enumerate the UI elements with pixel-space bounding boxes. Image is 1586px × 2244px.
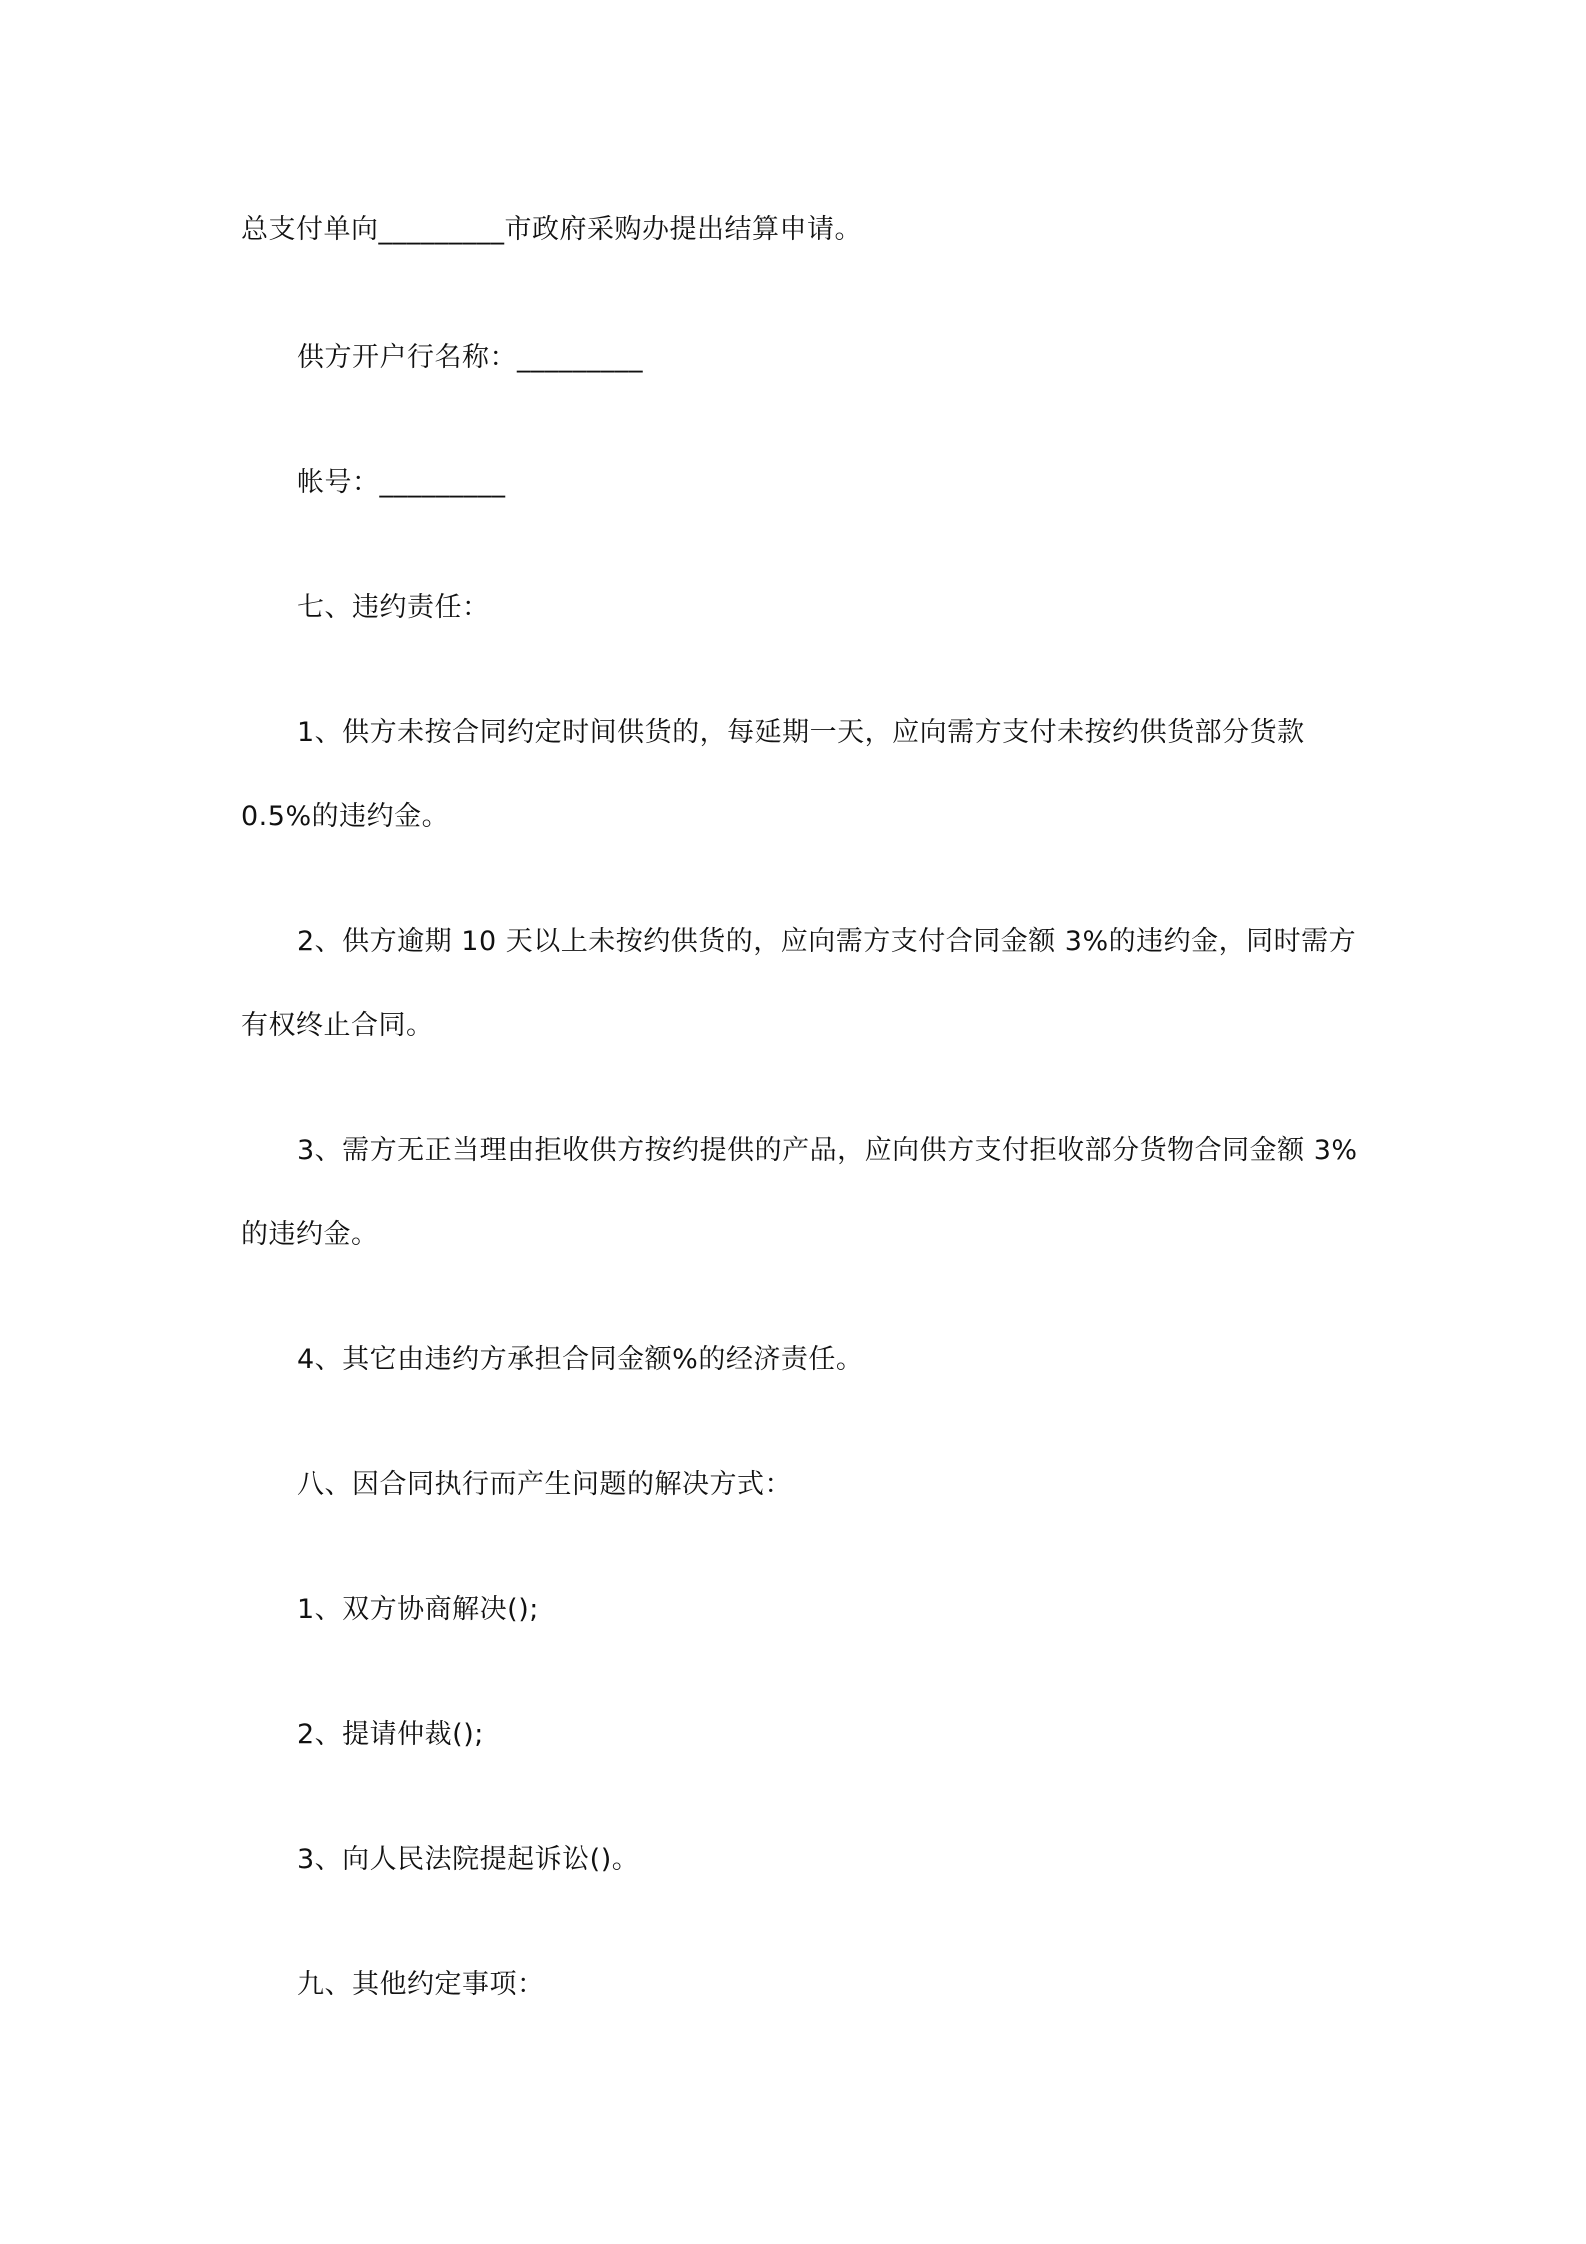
clause-3-continuation: 的违约金。 — [241, 1219, 379, 1250]
clause-4-text: 4、其它由违约方承担合同金额%的经济责任。 — [297, 1344, 864, 1375]
dispute-option-1: 1、双方协商解决(); — [297, 1594, 539, 1625]
supplier-bank-name-field: 供方开户行名称：_________ — [297, 342, 643, 373]
clause-2-text: 2、供方逾期 10 天以上未按约供货的，应向需方支付合同金额 3%的违约金，同时需方 — [297, 926, 1357, 957]
dispute-option-2: 2、提请仲裁(); — [297, 1719, 484, 1750]
account-number-field: 帐号：_________ — [297, 467, 506, 498]
clause-1-text: 1、供方未按合同约定时间供货的，每延期一天，应向需方支付未按约供货部分货款 — [297, 717, 1305, 748]
section-heading-other-matters: 九、其他约定事项： — [297, 1969, 545, 2000]
clause-1-continuation: 0.5%的违约金。 — [241, 801, 450, 832]
settlement-request-text: 总支付单向_________市政府采购办提出结算申请。 — [241, 214, 862, 245]
section-heading-dispute-resolution: 八、因合同执行而产生问题的解决方式： — [297, 1469, 792, 1500]
clause-2-continuation: 有权终止合同。 — [241, 1010, 434, 1041]
section-heading-breach-liability: 七、违约责任： — [297, 592, 490, 623]
dispute-option-3: 3、向人民法院提起诉讼()。 — [297, 1844, 640, 1875]
clause-3-text: 3、需方无正当理由拒收供方按约提供的产品，应向供方支付拒收部分货物合同金额 3% — [297, 1135, 1358, 1166]
